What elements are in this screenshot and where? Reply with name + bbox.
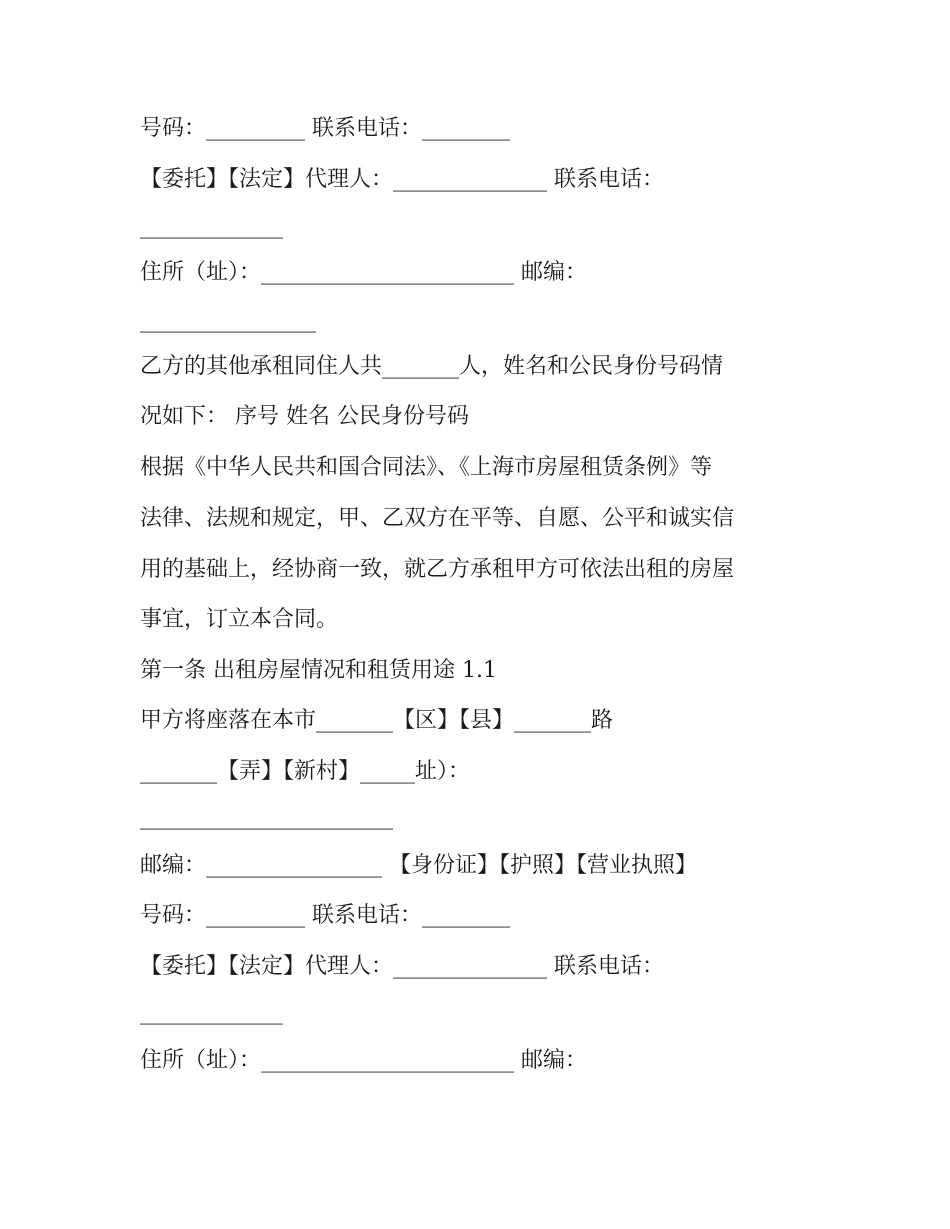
text-line: 法律、法规和规定，甲、乙双方在平等、自愿、公平和诚实信 [140,506,735,531]
text-line: 号码：_________ 联系电话：________ [140,116,510,141]
text-line: 住所（址）：_______________________ 邮编： [140,260,587,285]
text-line: _____________ [140,1000,283,1025]
text-line: 邮编：________________ 【身份证】【护照】【营业执照】 [140,853,697,878]
text-line: 【委托】【法定】代理人：______________ 联系电话： [140,167,664,192]
text-line: _______【弄】【新村】_____址）： [140,759,471,784]
text-line: 甲方将座落在本市_______【区】【县】_______路 [140,708,614,733]
text-line: 根据《中华人民共和国合同法》、《上海市房屋租赁条例》等 [140,455,713,480]
text-line: 况如下： 序号 姓名 公民身份号码 [140,404,469,429]
text-line: _______________________ [140,805,393,830]
text-line: 住所（址）：_______________________ 邮编： [140,1048,587,1073]
text-line: _____________ [140,214,283,239]
text-line: ________________ [140,308,316,333]
text-line: 乙方的其他承租同住人共_______人，姓名和公民身份号码情 [140,354,724,379]
text-line: 【委托】【法定】代理人：______________ 联系电话： [140,954,664,979]
text-line: 事宜，订立本合同。 [140,607,339,632]
text-line: 号码：_________ 联系电话：________ [140,903,510,928]
section-heading: 第一条 出租房屋情况和租赁用途 1.1 [140,658,497,683]
text-line: 用的基础上，经协商一致，就乙方承租甲方可依法出租的房屋 [140,557,735,582]
